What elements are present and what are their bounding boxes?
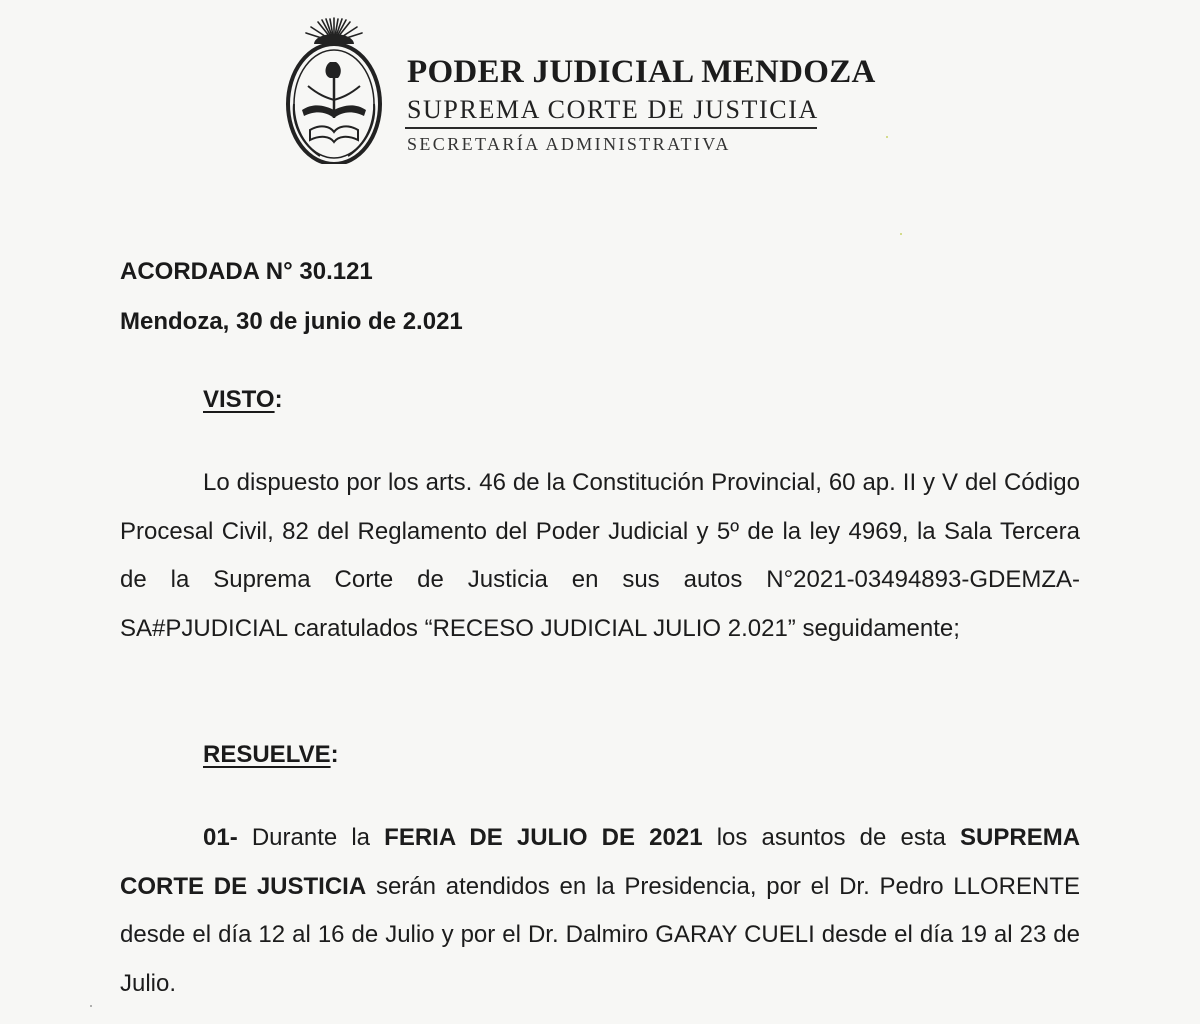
scan-speck (900, 233, 902, 235)
organization-name: PODER JUDICIAL MENDOZA (407, 54, 876, 90)
scan-speck (886, 136, 888, 138)
resuelve-text-1: Durante la (251, 824, 371, 851)
resuelve-text-2: los asuntos de esta (716, 824, 946, 851)
document-number: ACORDADA N° 30.121 (120, 258, 373, 285)
resuelve-heading (203, 741, 339, 769)
resuelve-court: SUPREMA CORTE DE JUSTICIA (120, 824, 1081, 900)
visto-text: Lo dispuesto por los arts. 46 de la Constitución Provincial, 60 ap. II y V del Código Procesal Civil, 82 del Reglamento del Poder Judicial y 5º de la ley 4969, la Sala Tercera de la Suprema Corte de Justicia en sus autos N°2021-03494893-GDEMZA-SA#PJUDICIAL caratulados “RECESO JUDICIAL JULIO 2.021” seguidamente; (120, 469, 1080, 642)
court-name: SUPREMA CORTE DE JUSTICIA (407, 95, 819, 124)
letterhead-divider (405, 127, 817, 129)
resuelve-feria: FERIA DE JULIO DE 2021 (384, 824, 703, 851)
resuelve-item-number: 01- (203, 824, 238, 851)
resuelve-text-3: serán atendidos en la Presidencia, por el Dr. Pedro LLORENTE desde el día 12 al 16 de Julio y por el Dr. Dalmiro GARAY CUELI desde el día 19 al 23 de Julio. (120, 872, 1080, 997)
visto-paragraph (120, 459, 1080, 653)
visto-heading-label: VISTO (203, 386, 275, 413)
scan-speck (90, 1005, 92, 1007)
visto-heading (203, 386, 283, 414)
coat-of-arms-icon (280, 14, 388, 164)
secretariat-name: SECRETARÍA ADMINISTRATIVA (407, 134, 731, 154)
visto-heading-colon: : (274, 386, 283, 413)
document-place-date: Mendoza, 30 de junio de 2.021 (120, 308, 463, 335)
resuelve-heading-colon: : (330, 741, 339, 768)
resuelve-heading-label: RESUELVE (203, 741, 331, 768)
resuelve-item-01 (120, 814, 1080, 1008)
